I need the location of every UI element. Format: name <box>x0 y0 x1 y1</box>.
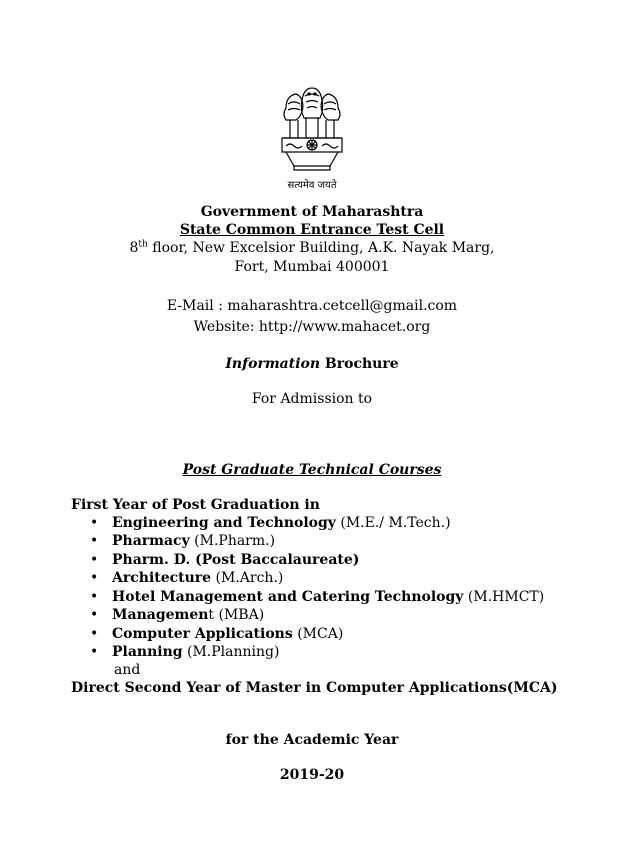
brochure-title <box>0 355 624 373</box>
floor-superscript: th <box>138 239 148 250</box>
course-degree: (M.Pharm.) <box>189 533 276 549</box>
cell-name-wrap <box>0 221 624 239</box>
course-degree: (MCA) <box>292 626 344 642</box>
course-name: Computer Applications <box>112 626 293 642</box>
address-line-2: Fort, Mumbai 400001 <box>234 259 390 275</box>
brochure-title-rest: Brochure <box>320 356 399 372</box>
list-item <box>90 606 265 624</box>
course-group-wrap <box>0 461 624 479</box>
list-item <box>90 625 344 643</box>
list-item <box>90 514 451 532</box>
bullet-icon: • <box>90 626 99 642</box>
academic-year-label: for the Academic Year <box>225 732 399 748</box>
email-line: E-Mail : maharashtra.cetcell@gmail.com <box>166 298 458 314</box>
address-line-1 <box>0 239 624 257</box>
bullet-icon: • <box>90 552 99 568</box>
list-item <box>90 643 280 661</box>
address-line-1-text: floor, New Excelsior Building, A.K. Nayak Marg, <box>147 240 495 256</box>
website-line: Website: http://www.mahacet.org <box>193 319 431 335</box>
floor-number: 8 <box>129 240 139 256</box>
course-name: Pharm. D. (Post Baccalaureate) <box>112 552 360 568</box>
course-name: Pharmacy <box>112 533 190 549</box>
academic-year: 2019-20 <box>279 767 345 783</box>
lion-capital-icon <box>272 80 352 180</box>
and-text: and <box>114 662 141 678</box>
emblem-motto: सत्यमेव जयते <box>287 180 337 191</box>
bullet-icon: • <box>90 570 99 586</box>
bullet-icon: • <box>90 589 99 605</box>
course-degree: t (MBA) <box>208 607 265 623</box>
bullet-icon: • <box>90 607 99 623</box>
course-degree: (M.Planning) <box>182 644 280 660</box>
course-group-title: Post Graduate Technical Courses <box>182 462 442 478</box>
state-emblem-logo <box>272 80 352 192</box>
list-item <box>90 532 276 550</box>
bullet-icon: • <box>90 515 99 531</box>
course-name: Engineering and Technology <box>112 515 336 531</box>
cell-name: State Common Entrance Test Cell <box>179 222 445 238</box>
course-name: Architecture <box>112 570 212 586</box>
list-item <box>90 588 545 606</box>
course-degree: (M.Arch.) <box>211 570 284 586</box>
list-item <box>90 569 284 587</box>
bullet-icon: • <box>90 644 99 660</box>
course-degree: (M.E./ M.Tech.) <box>335 515 451 531</box>
list-item <box>90 551 360 569</box>
brochure-subtitle: For Admission to <box>251 391 373 407</box>
course-name: Managemen <box>112 607 209 623</box>
bullet-icon: • <box>90 533 99 549</box>
brochure-title-italic: Information <box>225 356 321 372</box>
courses-intro: First Year of Post Graduation in <box>71 497 320 513</box>
course-name: Hotel Management and Catering Technology <box>112 589 464 605</box>
government-title: Government of Maharashtra <box>200 204 424 220</box>
direct-second-year: Direct Second Year of Master in Computer Applications(MCA) <box>71 680 558 696</box>
course-name: Planning <box>112 644 183 660</box>
course-degree: (M.HMCT) <box>463 589 545 605</box>
